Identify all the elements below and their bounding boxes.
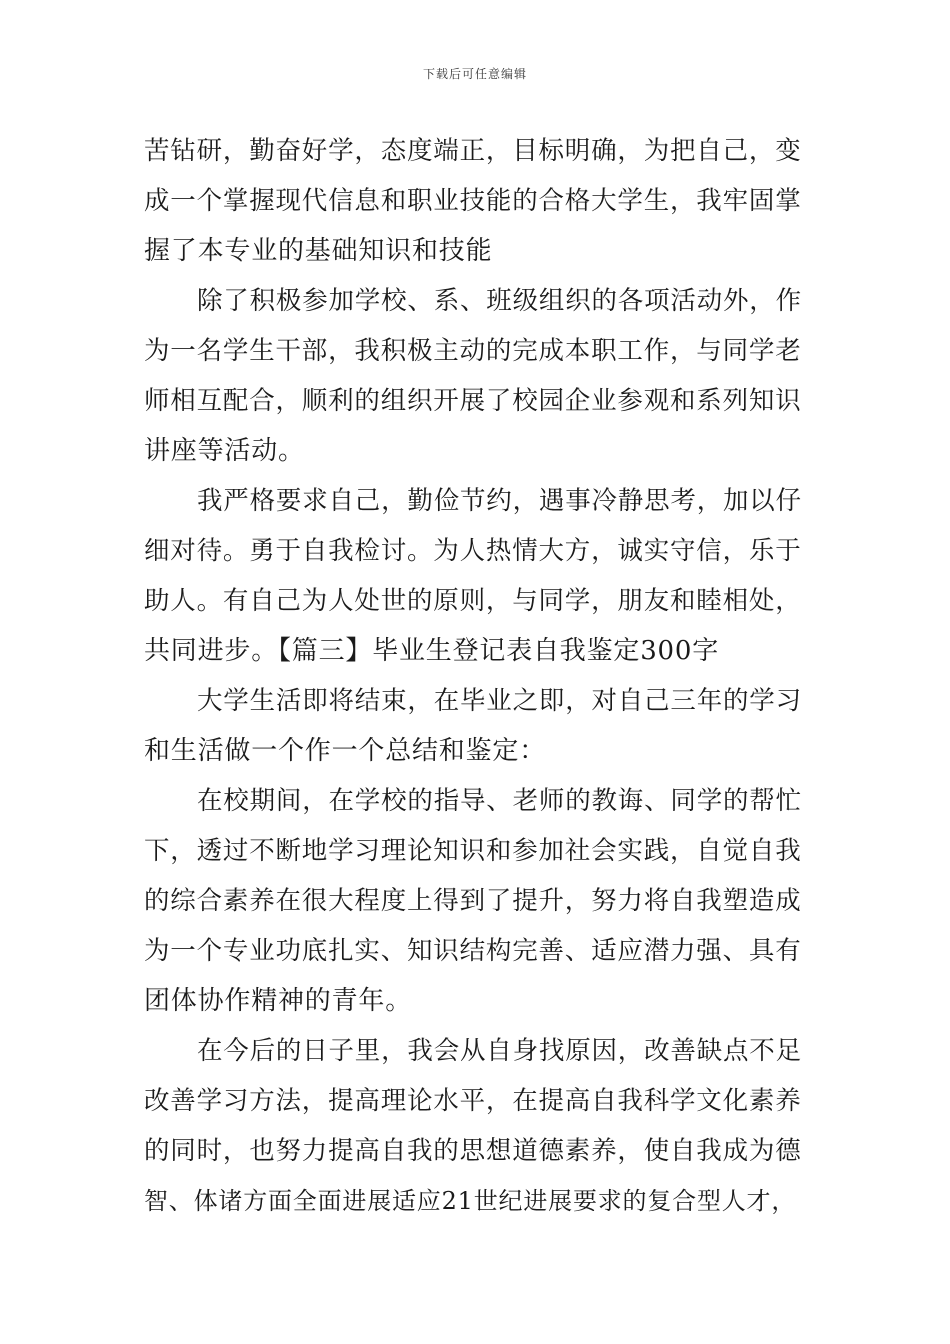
text-line: 苦钻研，勤奋好学，态度端正，目标明确，为把自己，变 — [144, 136, 802, 166]
text-line: 在校期间，在学校的指导、老师的教诲、同学的帮忙 — [197, 786, 802, 816]
text-line: 细对待。勇于自我检讨。为人热情大方，诚实守信，乐于 — [144, 536, 802, 566]
text-line: 和生活做一个作一个总结和鉴定： — [144, 736, 547, 766]
text-line: 成一个掌握现代信息和职业技能的合格大学生，我牢固掌 — [144, 186, 802, 216]
paragraph — [144, 476, 808, 676]
paragraph — [144, 1026, 808, 1226]
text-line: 智、体诸方面全面进展适应21世纪进展要求的复合型人才， — [144, 1187, 797, 1215]
text-line: 握了本专业的基础知识和技能 — [144, 236, 493, 266]
text-line: 改善学习方法，提高理论水平，在提高自我科学文化素养 — [144, 1086, 802, 1116]
text-line: 在今后的日子里，我会从自身找原因，改善缺点不足 — [197, 1036, 802, 1066]
document-body — [144, 126, 808, 1226]
text-line: 助人。有自己为人处世的原则，与同学，朋友和睦相处， — [144, 586, 802, 616]
page-header: 下载后可任意编辑 — [422, 67, 527, 81]
text-line: 共同进步。【篇三】毕业生登记表自我鉴定300字 — [144, 636, 720, 666]
text-line: 讲座等活动。 — [144, 436, 305, 466]
text-line: 大学生活即将结束，在毕业之即，对自己三年的学习 — [197, 686, 802, 716]
text-line: 除了积极参加学校、系、班级组织的各项活动外，作 — [197, 286, 802, 316]
text-line: 下，透过不断地学习理论知识和参加社会实践，自觉自我 — [144, 836, 802, 866]
text-line: 为一个专业功底扎实、知识结构完善、适应潜力强、具有 — [144, 936, 802, 966]
text-line: 我严格要求自己，勤俭节约，遇事冷静思考，加以仔 — [197, 486, 802, 516]
paragraph — [144, 126, 808, 276]
text-line: 为一名学生干部，我积极主动的完成本职工作，与同学老 — [144, 336, 802, 366]
text-line: 的综合素养在很大程度上得到了提升，努力将自我塑造成 — [144, 886, 802, 916]
paragraph — [144, 676, 808, 776]
text-line: 团体协作精神的青年。 — [144, 986, 413, 1016]
text-line: 的同时，也努力提高自我的思想道德素养，使自我成为德 — [144, 1136, 802, 1166]
paragraph — [144, 776, 808, 1026]
text-line: 师相互配合，顺利的组织开展了校园企业参观和系列知识 — [144, 386, 802, 416]
paragraph — [144, 276, 808, 476]
